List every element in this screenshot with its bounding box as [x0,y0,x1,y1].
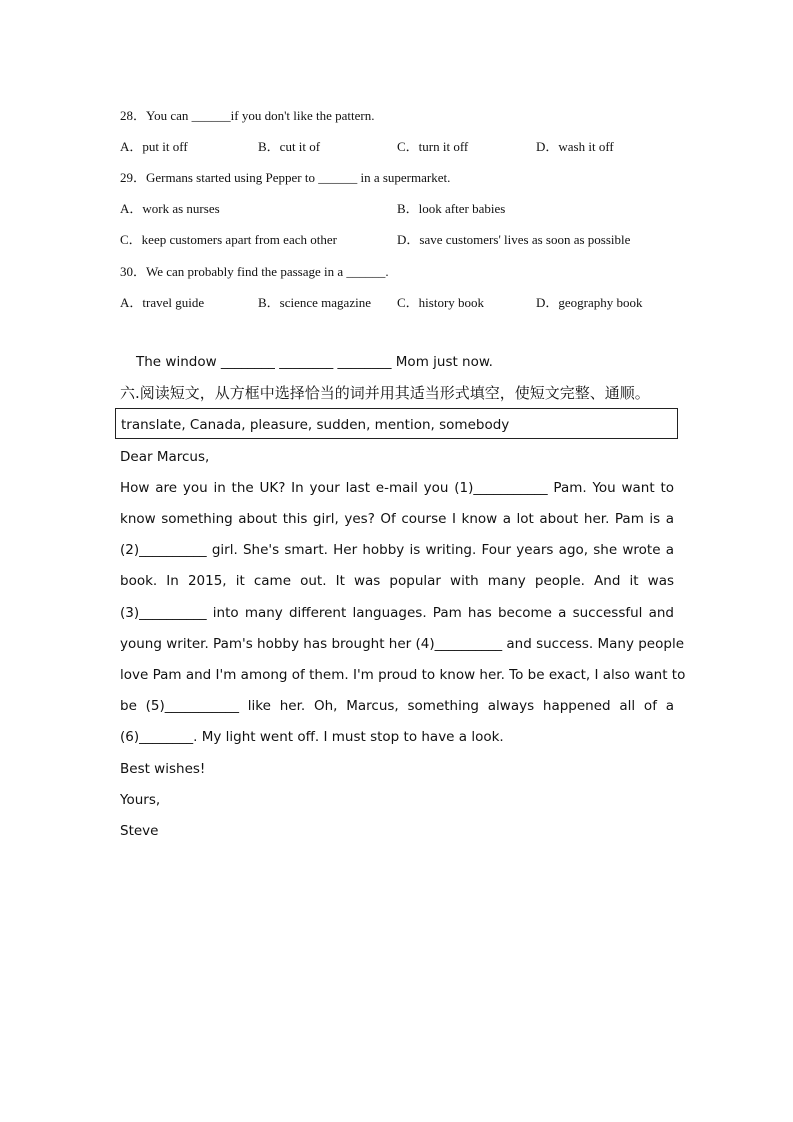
letter-line: (2)__________ girl. She's smart. Her hobby is writing. Four years ago, she wrote a [120,542,674,558]
question-28-stem: 28．You can ______if you don't like the pattern. [120,108,375,123]
letter-line: book. In 2015, it came out. It was popular with many people. And it was [120,573,674,589]
letter-signature: Steve [120,823,159,839]
question-30-option-b: B．science magazine [258,295,371,310]
letter-signoff: Yours, [120,792,161,808]
letter-greeting: Dear Marcus, [120,449,210,465]
question-29-option-a: A．work as nurses [120,201,220,216]
question-28-option-c: C．turn it off [397,139,469,154]
question-30-option-c: C．history book [397,295,485,310]
letter-line: young writer. Pam's hobby has brought her (4)__________ and success. Many people [120,636,685,652]
letter-line: (3)__________ into many different languages. Pam has become a successful and [120,605,674,621]
question-30-option-d: D．geography book [536,295,643,310]
word-box-text: translate, Canada, pleasure, sudden, mention, somebody [121,417,510,433]
letter-line: be (5)___________ like her. Oh, Marcus, something always happened all of a [120,698,674,714]
window-sentence: The window ________ ________ ________ Mom just now. [136,354,493,370]
question-28-option-b: B．cut it of [258,139,321,154]
question-28-option-a: A．put it off [120,139,188,154]
question-29-stem: 29．Germans started using Pepper to ______ in a supermarket. [120,170,451,185]
letter-closing: Best wishes! [120,761,206,777]
question-30-stem: 30．We can probably find the passage in a ______. [120,264,389,279]
question-28-option-d: D．wash it off [536,139,614,154]
letter-line: How are you in the UK? In your last e-mail you (1)___________ Pam. You want to [120,480,674,496]
question-29-option-b: B．look after babies [397,201,506,216]
section-heading: 六.阅读短文，从方框中选择恰当的词并用其适当形式填空，使短文完整、通顺。 [120,384,650,402]
letter-line: know something about this girl, yes? Of course I know a lot about her. Pam is a [120,511,674,527]
question-30-option-a: A．travel guide [120,295,205,310]
question-29-option-c: C．keep customers apart from each other [120,232,337,247]
letter-line: (6)________. My light went off. I must stop to have a look. [120,729,504,745]
question-29-option-d: D．save customers' lives as soon as possible [397,232,631,247]
word-box [115,408,678,439]
letter-line: love Pam and I'm among of them. I'm proud to know her. To be exact, I also want to [120,667,686,683]
